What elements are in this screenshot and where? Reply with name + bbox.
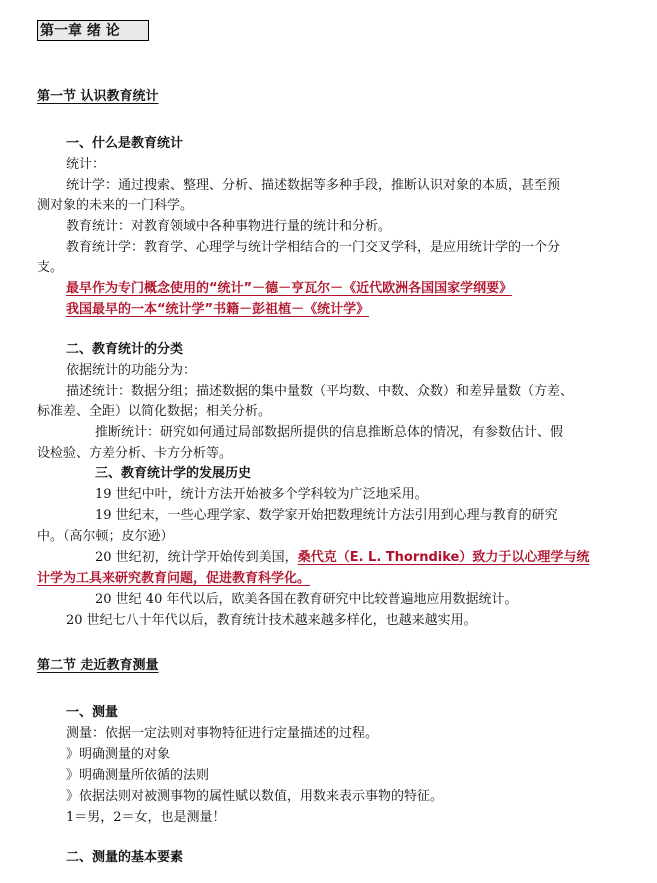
para-statistics-line2: 测对象的未来的一门科学。 xyxy=(37,198,194,213)
section-title-1: 第一节 认识教育统计 xyxy=(37,89,159,104)
heading-what-is-edu-stat: 一、什么是教育统计 xyxy=(66,136,184,151)
para-edu-statistics-line2: 支。 xyxy=(37,260,64,275)
bullet-rules: 》明确测量所依循的法则 xyxy=(66,768,210,783)
para-measurement-def: 测量：依据一定法则对事物特征进行定量描述的过程。 xyxy=(66,726,379,741)
para-descriptive-line1: 描述统计：数据分组；描述数据的集中量数（平均数、中数、众数）和差异量数（方差、 xyxy=(66,384,574,399)
para-statistics-line1: 统计学：通过搜索、整理、分析、描述数据等多种手段，推断认识对象的本质，甚至预 xyxy=(66,178,561,193)
heading-basic-elements: 二、测量的基本要素 xyxy=(66,850,184,865)
chapter-title: 第一章 绪 论 xyxy=(37,20,149,41)
para-history-4: 20 世纪 40 年代以后，欧美各国在教育研究中比较普遍地应用数据统计。 xyxy=(95,592,518,607)
para-descriptive-line2: 标准差、全距）以简化数据；相关分析。 xyxy=(37,404,272,419)
para-history-3-line1 xyxy=(95,550,589,566)
heading-measurement: 一、测量 xyxy=(66,705,119,720)
bullet-object: 》明确测量的对象 xyxy=(66,747,171,762)
heading-history: 三、教育统计学的发展历史 xyxy=(95,466,252,481)
para-edu-statistics-line1: 教育统计学：教育学、心理学与统计学相结合的一门交叉学科，是应用统计学的一个分 xyxy=(66,240,561,255)
para-stat: 统计： xyxy=(66,157,106,172)
heading-classification: 二、教育统计的分类 xyxy=(66,342,184,357)
para-example: 1＝男，2＝女，也是测量！ xyxy=(66,810,226,825)
highlight-thorndike: 桑代克（E. L. Thorndike）致力于以心理学与统 xyxy=(297,550,590,565)
para-inferential-line2: 设检验、方差分析、卡方分析等。 xyxy=(37,446,233,461)
para-inferential-line1: 推断统计：研究如何通过局部数据所提供的信息推断总体的情况，有参数估计、假 xyxy=(95,425,564,440)
section-title-2: 第二节 走近教育测量 xyxy=(37,658,159,673)
para-history-2-line1: 19 世纪末，一些心理学家、数学家开始把数理统计方法引用到心理与教育的研究 xyxy=(95,508,558,523)
highlight-thorndike-line2: 计学为工具来研究教育问题，促进教育科学化。 xyxy=(37,571,311,586)
history-3-plain: 20 世纪初，统计学开始传到美国， xyxy=(95,550,298,565)
para-by-function: 依据统计的功能分为： xyxy=(66,363,197,378)
bullet-assign-values: 》依据法则对被测事物的属性赋以数值，用数来表示事物的特征。 xyxy=(66,789,444,804)
para-history-2-line2: 中。（高尔顿；皮尔逊） xyxy=(37,529,174,544)
para-edu-stat: 教育统计：对教育领域中各种事物进行量的统计和分析。 xyxy=(66,219,392,234)
para-history-1: 19 世纪中叶，统计方法开始被多个学科较为广泛地采用。 xyxy=(95,487,428,502)
highlight-earliest-stat-book: 我国最早的一本“统计学”书籍－彭祖植－《统计学》 xyxy=(66,302,370,317)
para-history-5: 20 世纪七八十年代以后，教育统计技术越来越多样化，也越来越实用。 xyxy=(66,613,477,628)
highlight-earliest-stat-concept: 最早作为专门概念使用的“统计”－德－亨瓦尔－《近代欧洲各国国家学纲要》 xyxy=(66,281,513,296)
